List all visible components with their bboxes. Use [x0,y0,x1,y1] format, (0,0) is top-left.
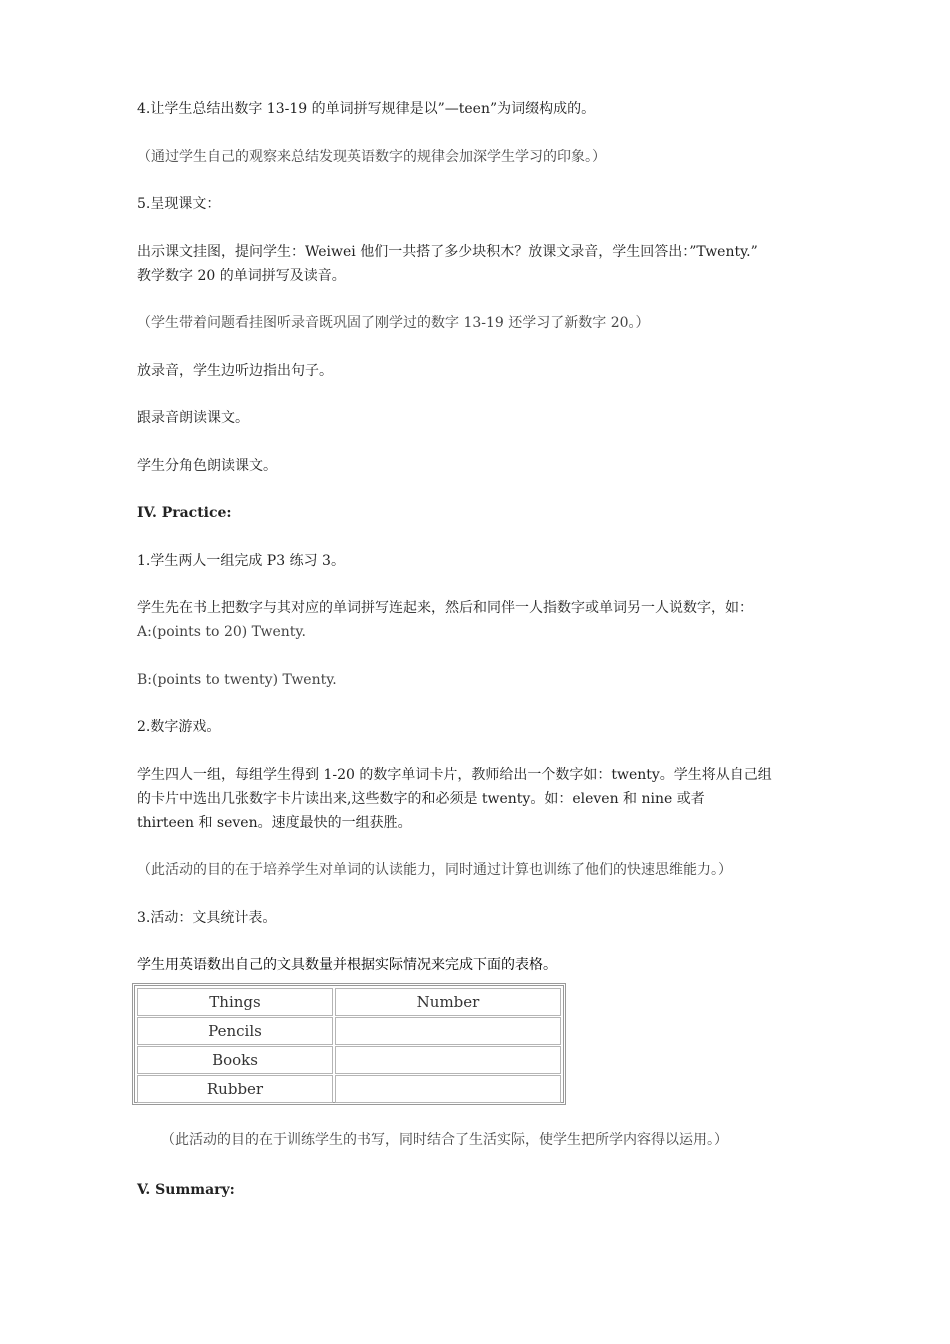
practice-heading: IV. Practice: [137,505,232,521]
table-cell-thing: Rubber [137,1075,333,1103]
practice-3-text: 学生用英语数出自己的文具数量并根据实际情况来完成下面的表格。 [137,957,557,973]
practice-2-heading: 2.数字游戏。 [137,719,221,735]
table-header-row [137,988,561,1016]
practice-2-text-line-2: 的卡片中选出几张数字卡片读出来,这些数字的和必须是 twenty。如：eleven 和 nine 或者 [137,791,705,807]
read-along-text: 跟录音朗读课文。 [137,410,249,426]
step-5-text-line-2: 教学数字 20 的单词拼写及读音。 [137,268,346,284]
practice-3-note: （此活动的目的在于训练学生的书写，同时结合了生活实际，使学生把所学内容得以运用。） [161,1132,728,1148]
table-header-things: Things [137,988,333,1016]
step-5-text-line-1: 出示课文挂图，提问学生：Weiwei 他们一共搭了多少块积木？放课文录音，学生回答出：”Twenty.” [137,244,758,260]
practice-1-text-line-1: 学生先在书上把数字与其对应的单词拼写连起来，然后和同伴一人指数字或单词另一人说数字，如： [137,600,753,616]
practice-2-note: （此活动的目的在于培养学生对单词的认读能力，同时通过计算也训练了他们的快速思维能力。） [137,862,732,878]
table-row [137,1075,561,1103]
table-header-number: Number [335,988,561,1016]
practice-1-heading: 1.学生两人一组完成 P3 练习 3。 [137,553,345,569]
table-cell-thing: Books [137,1046,333,1074]
table-row [137,1046,561,1074]
stationery-table [132,983,566,1105]
listen-point-text: 放录音，学生边听边指出句子。 [137,363,333,379]
table-cell-number [335,1017,561,1045]
step-5-note: （学生带着问题看挂图听录音既巩固了刚学过的数字 13-19 还学习了新数字 20。） [137,315,650,331]
practice-3-heading: 3.活动：文具统计表。 [137,910,277,926]
table-cell-number [335,1046,561,1074]
table-cell-thing: Pencils [137,1017,333,1045]
table-cell-number [335,1075,561,1103]
table-row [137,1017,561,1045]
practice-1-example-b: B:(points to twenty) Twenty. [137,672,337,688]
summary-heading: V. Summary: [137,1182,235,1198]
role-read-text: 学生分角色朗读课文。 [137,458,277,474]
practice-2-text-line-1: 学生四人一组，每组学生得到 1-20 的数字单词卡片，教师给出一个数字如：twenty。学生将从自己组 [137,767,772,783]
step-5-heading: 5.呈现课文： [137,196,221,212]
practice-2-text-line-3: thirteen 和 seven。速度最快的一组获胜。 [137,815,412,831]
step-4-note: （通过学生自己的观察来总结发现英语数字的规律会加深学生学习的印象。） [137,149,606,165]
step-4-text: 4.让学生总结出数字 13-19 的单词拼写规律是以”—teen”为词缀构成的。 [137,101,596,117]
practice-1-example-a: A:(points to 20) Twenty. [137,624,306,640]
